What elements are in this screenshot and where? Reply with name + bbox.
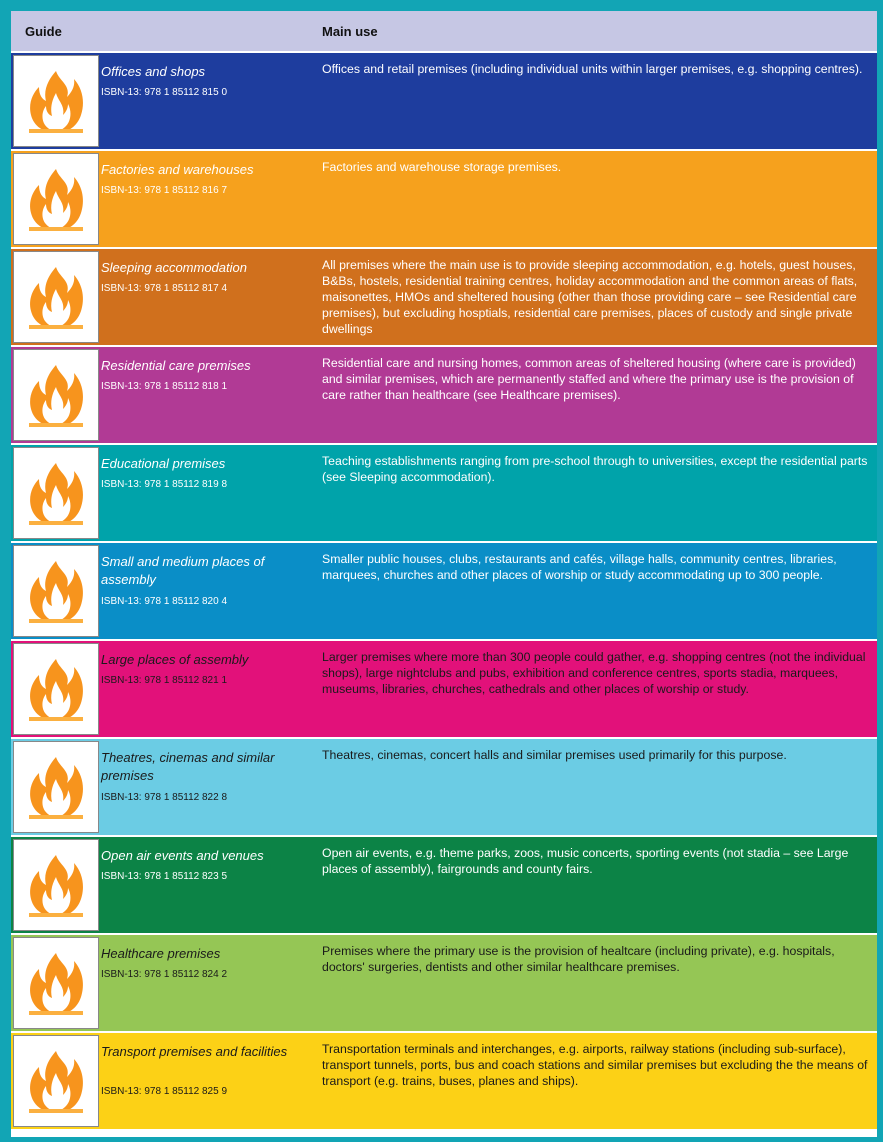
- guide-isbn: ISBN-13: 978 1 85112 818 1: [101, 381, 228, 392]
- main-use-text: Residential care and nursing homes, common areas of sheltered housing (where care is provided) and similar premises, which are permanently staffed and where the primary use is the provision of care rather than healthcare (see Healthcare premises).: [322, 356, 856, 402]
- flame-icon: [25, 461, 87, 527]
- guide-isbn: ISBN-13: 978 1 85112 819 8: [101, 479, 228, 490]
- table-row: [11, 53, 877, 149]
- guide-cover: [13, 153, 99, 245]
- main-use-text: Larger premises where more than 300 people could gather, e.g. shopping centres (not the individual shops), large nightclubs and pubs, exhibition and conference centres, sports stadia, marquees, museums, libraries, churches, cathedrals and other places of worship or study.: [322, 650, 866, 696]
- main-use-text: Teaching establishments ranging from pre-school through to universities, except the residential parts (see Sleeping accommodation).: [322, 454, 868, 484]
- guide-cover: [13, 741, 99, 833]
- table-row: [11, 249, 877, 345]
- table-row: [11, 543, 877, 639]
- table-row: [11, 445, 877, 541]
- guide-cover: [13, 839, 99, 931]
- flame-icon: [25, 265, 87, 331]
- table-row: [11, 935, 877, 1031]
- header-guide: Guide: [25, 24, 62, 39]
- flame-icon: [25, 69, 87, 135]
- guide-isbn: ISBN-13: 978 1 85112 825 9: [101, 1086, 228, 1097]
- table-row: [11, 1033, 877, 1129]
- guide-isbn: ISBN-13: 978 1 85112 824 2: [101, 969, 228, 980]
- table-header: [11, 11, 877, 51]
- guide-title: Transport premises and facilities: [101, 1044, 288, 1059]
- guide-title: Theatres, cinemas and similar premises: [101, 750, 275, 783]
- main-use-text: Factories and warehouse storage premises.: [322, 160, 562, 174]
- guide-isbn: ISBN-13: 978 1 85112 820 4: [101, 596, 228, 607]
- guide-isbn: ISBN-13: 978 1 85112 823 5: [101, 871, 228, 882]
- guide-cover: [13, 251, 99, 343]
- guide-cover: [13, 1035, 99, 1127]
- guide-isbn: ISBN-13: 978 1 85112 817 4: [101, 283, 228, 294]
- table-row: [11, 739, 877, 835]
- guide-cover: [13, 643, 99, 735]
- guide-cover: [13, 937, 99, 1029]
- guide-isbn: ISBN-13: 978 1 85112 821 1: [101, 675, 228, 686]
- guide-isbn: ISBN-13: 978 1 85112 822 8: [101, 792, 228, 803]
- flame-icon: [25, 167, 87, 233]
- guide-title: Small and medium places of assembly: [101, 554, 265, 587]
- guide-cover: [13, 545, 99, 637]
- guide-title: Educational premises: [101, 456, 226, 471]
- guide-title: Large places of assembly: [101, 652, 249, 667]
- flame-icon: [25, 657, 87, 723]
- guide-title: Factories and warehouses: [101, 162, 254, 177]
- flame-icon: [25, 755, 87, 821]
- guide-title: Offices and shops: [101, 64, 206, 79]
- guide-cover: [13, 447, 99, 539]
- guide-table: [11, 11, 877, 1137]
- guide-cover: [13, 55, 99, 147]
- guide-title: Healthcare premises: [101, 946, 221, 961]
- flame-icon: [25, 853, 87, 919]
- table-row: [11, 347, 877, 443]
- main-use-text: Transportation terminals and interchanges, e.g. airports, railway stations (including sub-surface), transport tunnels, ports, bus and coach stations and similar premises but excluding the the means of transport (e.g. trains, buses, planes and ships).: [322, 1042, 868, 1088]
- main-use-text: All premises where the main use is to provide sleeping accommodation, e.g. hotels, guest houses, B&Bs, hostels, residential training centres, holiday accommodation and the common areas of flats, maisonettes, HMOs and sheltered housing (other than those providing care – see Residential care premises), but excluding hosptials, residential care premises, places of custody and single private dwellings: [322, 258, 858, 336]
- guide-isbn: ISBN-13: 978 1 85112 815 0: [101, 87, 228, 98]
- header-main-use: Main use: [322, 24, 378, 39]
- main-use-text: Offices and retail premises (including individual units within larger premises, e.g. shopping centres).: [322, 62, 863, 76]
- guide-title: Residential care premises: [101, 358, 251, 373]
- flame-icon: [25, 1049, 87, 1115]
- guide-cover: [13, 349, 99, 441]
- guide-title: Open air events and venues: [101, 848, 264, 863]
- main-use-text: Open air events, e.g. theme parks, zoos, music concerts, sporting events (not stadia – see Large places of assembly), fairgrounds and county fairs.: [322, 846, 849, 876]
- table-row: [11, 641, 877, 737]
- main-use-text: Smaller public houses, clubs, restaurants and cafés, village halls, community centres, libraries, marquees, churches and other places of worship or study accommodating up to 300 people.: [322, 552, 837, 582]
- table-row: [11, 151, 877, 247]
- flame-icon: [25, 363, 87, 429]
- flame-icon: [25, 559, 87, 625]
- guide-isbn: ISBN-13: 978 1 85112 816 7: [101, 185, 228, 196]
- guide-title: Sleeping accommodation: [101, 260, 247, 275]
- main-use-text: Premises where the primary use is the provision of healtcare (including private), e.g. hospitals, doctors' surgeries, dentists and other similar healthcare premises.: [322, 944, 835, 974]
- table-row: [11, 837, 877, 933]
- main-use-text: Theatres, cinemas, concert halls and similar premises used primarily for this purpose.: [322, 748, 787, 762]
- flame-icon: [25, 951, 87, 1017]
